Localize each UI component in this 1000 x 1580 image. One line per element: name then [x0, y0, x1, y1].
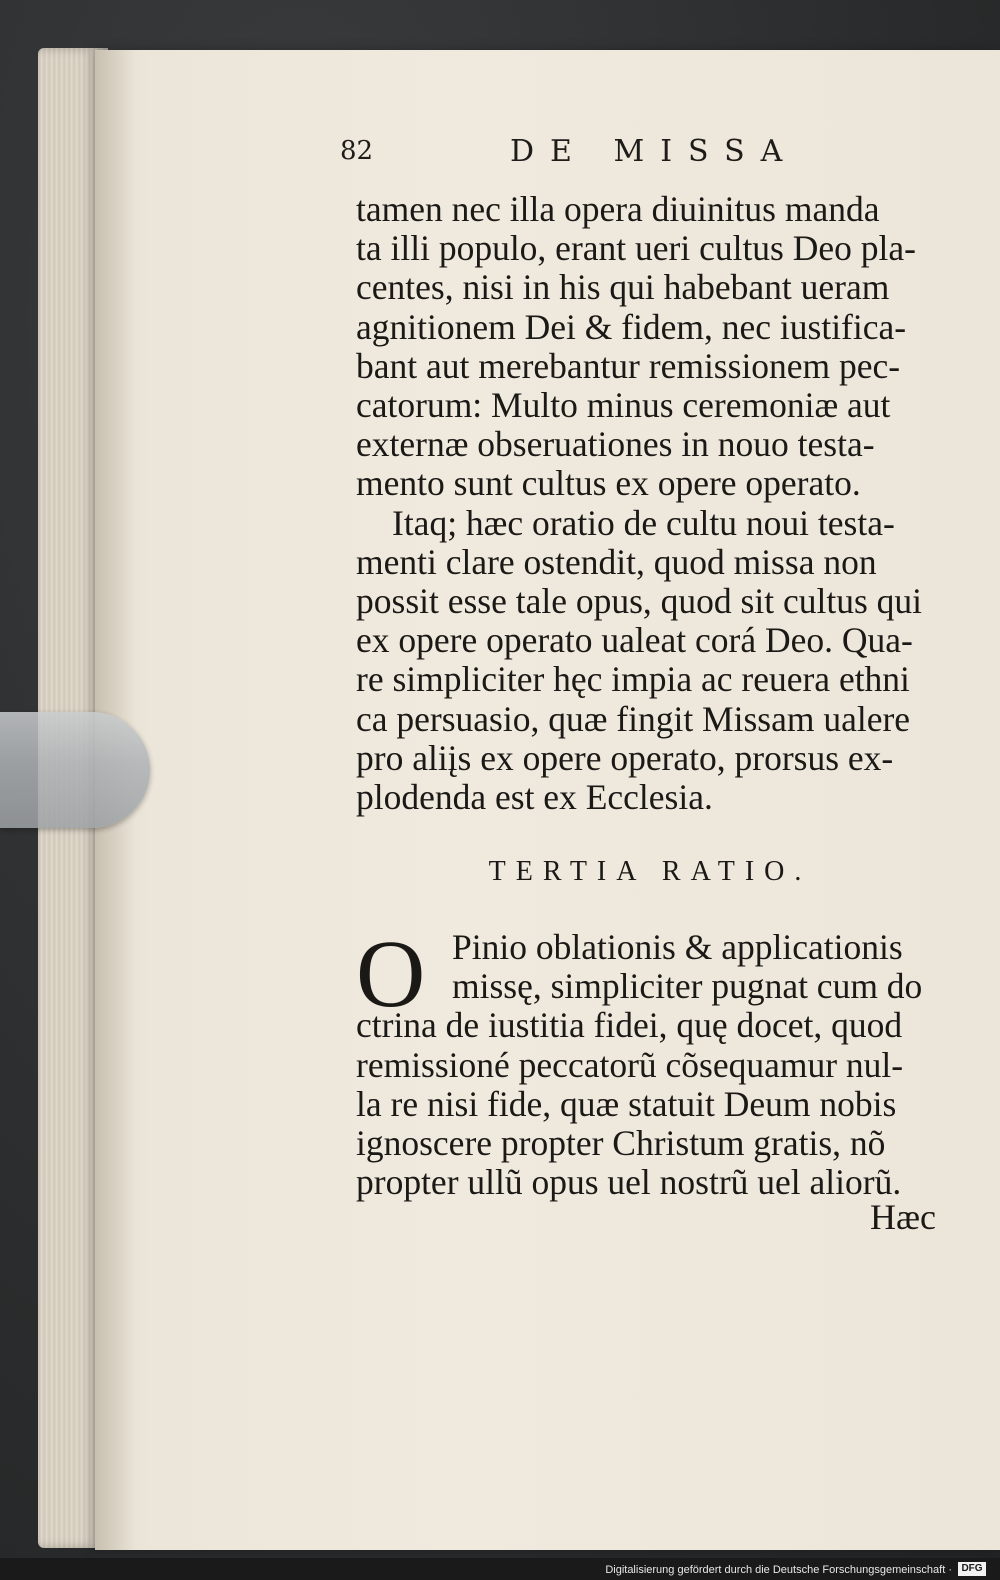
text-line: tamen nec illa opera diuinitus manda [356, 190, 880, 229]
text-line: plodenda est ex Ecclesia. [356, 778, 713, 818]
text-line: menti clare ostendit, quod missa non [356, 542, 877, 582]
text-line: externæ obseruationes in nouo testa- [356, 425, 875, 465]
text-line: missę, simpliciter pugnat cum do [452, 967, 923, 1007]
text-line: Itaq; hæc oratio de cultu noui testa- [392, 503, 895, 543]
text-line: possit esse tale opus, quod sit cultus qui [356, 582, 923, 622]
footer-bar [0, 1558, 1000, 1580]
section-heading: TERTIA RATIO. [488, 856, 812, 887]
text-line: propter ullũ opus uel nostrũ uel aliorũ. [356, 1163, 902, 1203]
text-line: agnitionem Dei & fidem, nec iustifica- [356, 307, 907, 347]
text-line: ctrina de iustitia fidei, quę docet, quod [356, 1006, 903, 1046]
text-line: pro aliįs ex opere operato, prorsus ex- [356, 738, 894, 778]
text-line: la re nisi fide, quæ statuit Deum nobis [356, 1084, 897, 1124]
text-line: ta illi populo, erant ueri cultus Deo pla- [356, 229, 916, 269]
text-line: Pinio oblationis & applicationis [452, 928, 903, 967]
footer-credit: Digitalisierung gefördert durch die Deutsche Forschungsgemeinschaft · [605, 1564, 952, 1576]
text-line: re simpliciter hęc impia ac reuera ethni [356, 660, 910, 700]
catchword: Hæc [870, 1197, 936, 1237]
page-number: 82 [340, 136, 374, 166]
paragraph-3 [356, 920, 946, 1203]
text-line: ignoscere propter Christum gratis, nõ [356, 1124, 886, 1164]
text-line: remissioné peccatorũ cõsequamur nul- [356, 1045, 904, 1085]
text-line: catorum: Multo minus ceremoniæ aut [356, 386, 891, 426]
dfg-logo-icon: DFG [958, 1562, 986, 1576]
paragraph-1 [356, 190, 946, 817]
running-head [340, 134, 820, 178]
text-line: ex opere operato ualeat corá Deo. Qua- [356, 621, 913, 661]
bookmark-clip [0, 712, 150, 828]
running-head-title: DE MISSA [510, 134, 799, 169]
text-line: bant aut merebantur remissionem pec- [356, 346, 901, 386]
text-line: ca persuasio, quæ fingit Missam ualere [356, 699, 911, 739]
text-line: mento sunt cultus ex opere operato. [356, 464, 861, 504]
drop-cap-initial: O [356, 920, 426, 1027]
text-line: centes, nisi in his qui habebant ueram [356, 268, 890, 308]
